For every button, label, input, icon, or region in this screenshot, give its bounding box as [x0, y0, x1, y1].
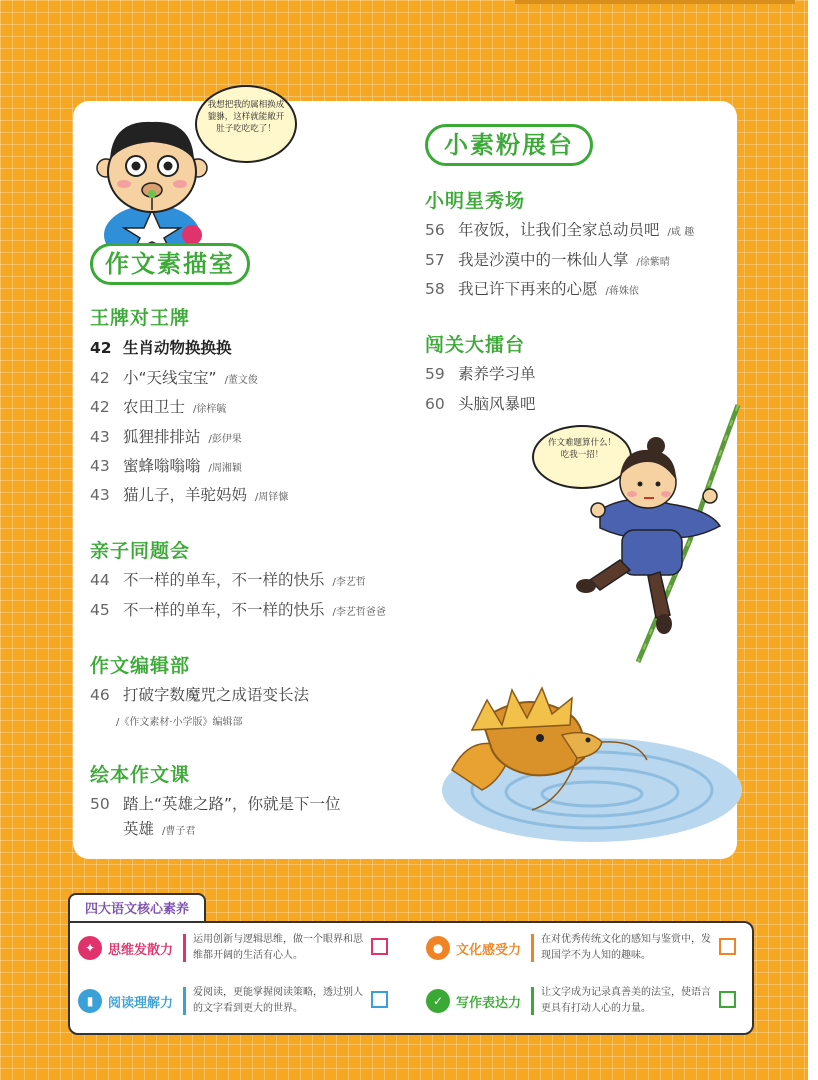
toc-item[interactable]: 43 狐狸排排站 /彭伊果 [90, 428, 242, 446]
toc-item[interactable]: 59 素养学习单 [425, 365, 536, 383]
toc-item[interactable]: 60 头脑风暴吧 [425, 395, 536, 413]
section-title-challenge: 闯关大擂台 [425, 334, 526, 356]
section-title-ace: 王牌对王牌 [90, 307, 191, 329]
skill-name: 写作表达力 [456, 996, 522, 1011]
boy-speech-bubble: 我想把我的属相换成貔貅，这样就能敞开肚子吃吃吃了！ [195, 85, 297, 163]
skill-description: 在对优秀传统文化的感知与鉴赏中，发现国学不为人知的趣味。 [541, 934, 711, 961]
skill-divergent-thinking [78, 928, 398, 968]
toc-item[interactable]: 46 打破字数魔咒之成语变长法 [90, 686, 310, 704]
core-competencies-tab: 四大语文核心素养 [68, 893, 206, 925]
section-title-parent-child: 亲子同题会 [90, 540, 191, 562]
skill-description: 运用创新与逻辑思维，做一个眼界和思维都开阔的生活有心人。 [193, 934, 363, 961]
toc-item[interactable]: 43 蜜蜂嗡嗡嗡 /周湘颖 [90, 457, 242, 475]
toc-item[interactable]: 58 我已许下再来的心愿 /蒋姝依 [425, 280, 639, 298]
girl-speech-bubble: 作文难题算什么！吃我一招！ [532, 425, 632, 489]
toc-item[interactable]: 57 我是沙漠中的一株仙人掌 /徐紫晴 [425, 251, 670, 269]
toc-item[interactable]: 42 小“天线宝宝” /董文俊 [90, 369, 258, 387]
toc-item[interactable]: 42 生肖动物换换换 [90, 339, 232, 357]
section-title-editorial: 作文编辑部 [90, 655, 191, 677]
skill-name: 思维发散力 [108, 943, 174, 958]
divider-bar [531, 987, 534, 1015]
section-title-picture-book: 绘本作文课 [90, 764, 191, 786]
toc-item[interactable]: 44 不一样的单车，不一样的快乐 /李艺哲 [90, 571, 366, 589]
skill-writing-expression [426, 981, 746, 1021]
divider-bar [183, 934, 186, 962]
section-title-star-show: 小明星秀场 [425, 190, 526, 212]
brain-icon: ✦ [78, 936, 102, 960]
toc-item[interactable]: 45 不一样的单车，不一样的快乐 /李艺哲爸爸 [90, 601, 386, 619]
skill-reading-comprehension [78, 981, 398, 1021]
skill-checkbox[interactable] [371, 938, 388, 955]
divider-bar [183, 987, 186, 1015]
toc-item[interactable]: 43 猫儿子，羊驼妈妈 /周铎慷 [90, 486, 289, 504]
girl-on-vine-illustration [560, 400, 750, 665]
book-icon: ▮ [78, 989, 102, 1013]
skill-checkbox[interactable] [371, 991, 388, 1008]
skill-description: 让文字成为记录真善美的法宝，使语言更具有打动人心的力量。 [541, 987, 711, 1014]
divider-bar [531, 934, 534, 962]
toc-item-author: /《作文素材·小学版》编辑部 [116, 717, 243, 728]
right-section-heading: 小素粉展台 [425, 124, 593, 166]
toc-item[interactable]: 56 年夜饭，让我们全家总动员吧 /咸 趣 [425, 221, 695, 239]
skill-name: 文化感受力 [456, 943, 522, 958]
toc-item-continued[interactable]: 英雄 /曹子君 [123, 820, 196, 838]
skill-description: 爱阅读，更能掌握阅读策略，透过别人的文字看到更大的世界。 [193, 987, 363, 1014]
left-section-heading: 作文素描室 [90, 243, 250, 285]
person-icon: ● [426, 936, 450, 960]
skill-cultural-perception [426, 928, 746, 968]
dragon-in-water-illustration [412, 680, 742, 850]
skill-checkbox[interactable] [719, 991, 736, 1008]
skill-name: 阅读理解力 [108, 996, 174, 1011]
skill-checkbox[interactable] [719, 938, 736, 955]
toc-item[interactable]: 42 农田卫士 /徐梓毓 [90, 398, 227, 416]
top-strip [515, 0, 795, 4]
toc-item[interactable]: 50 踏上“英雄之路”，你就是下一位 [90, 795, 341, 813]
thumbs-up-icon: ✓ [426, 989, 450, 1013]
